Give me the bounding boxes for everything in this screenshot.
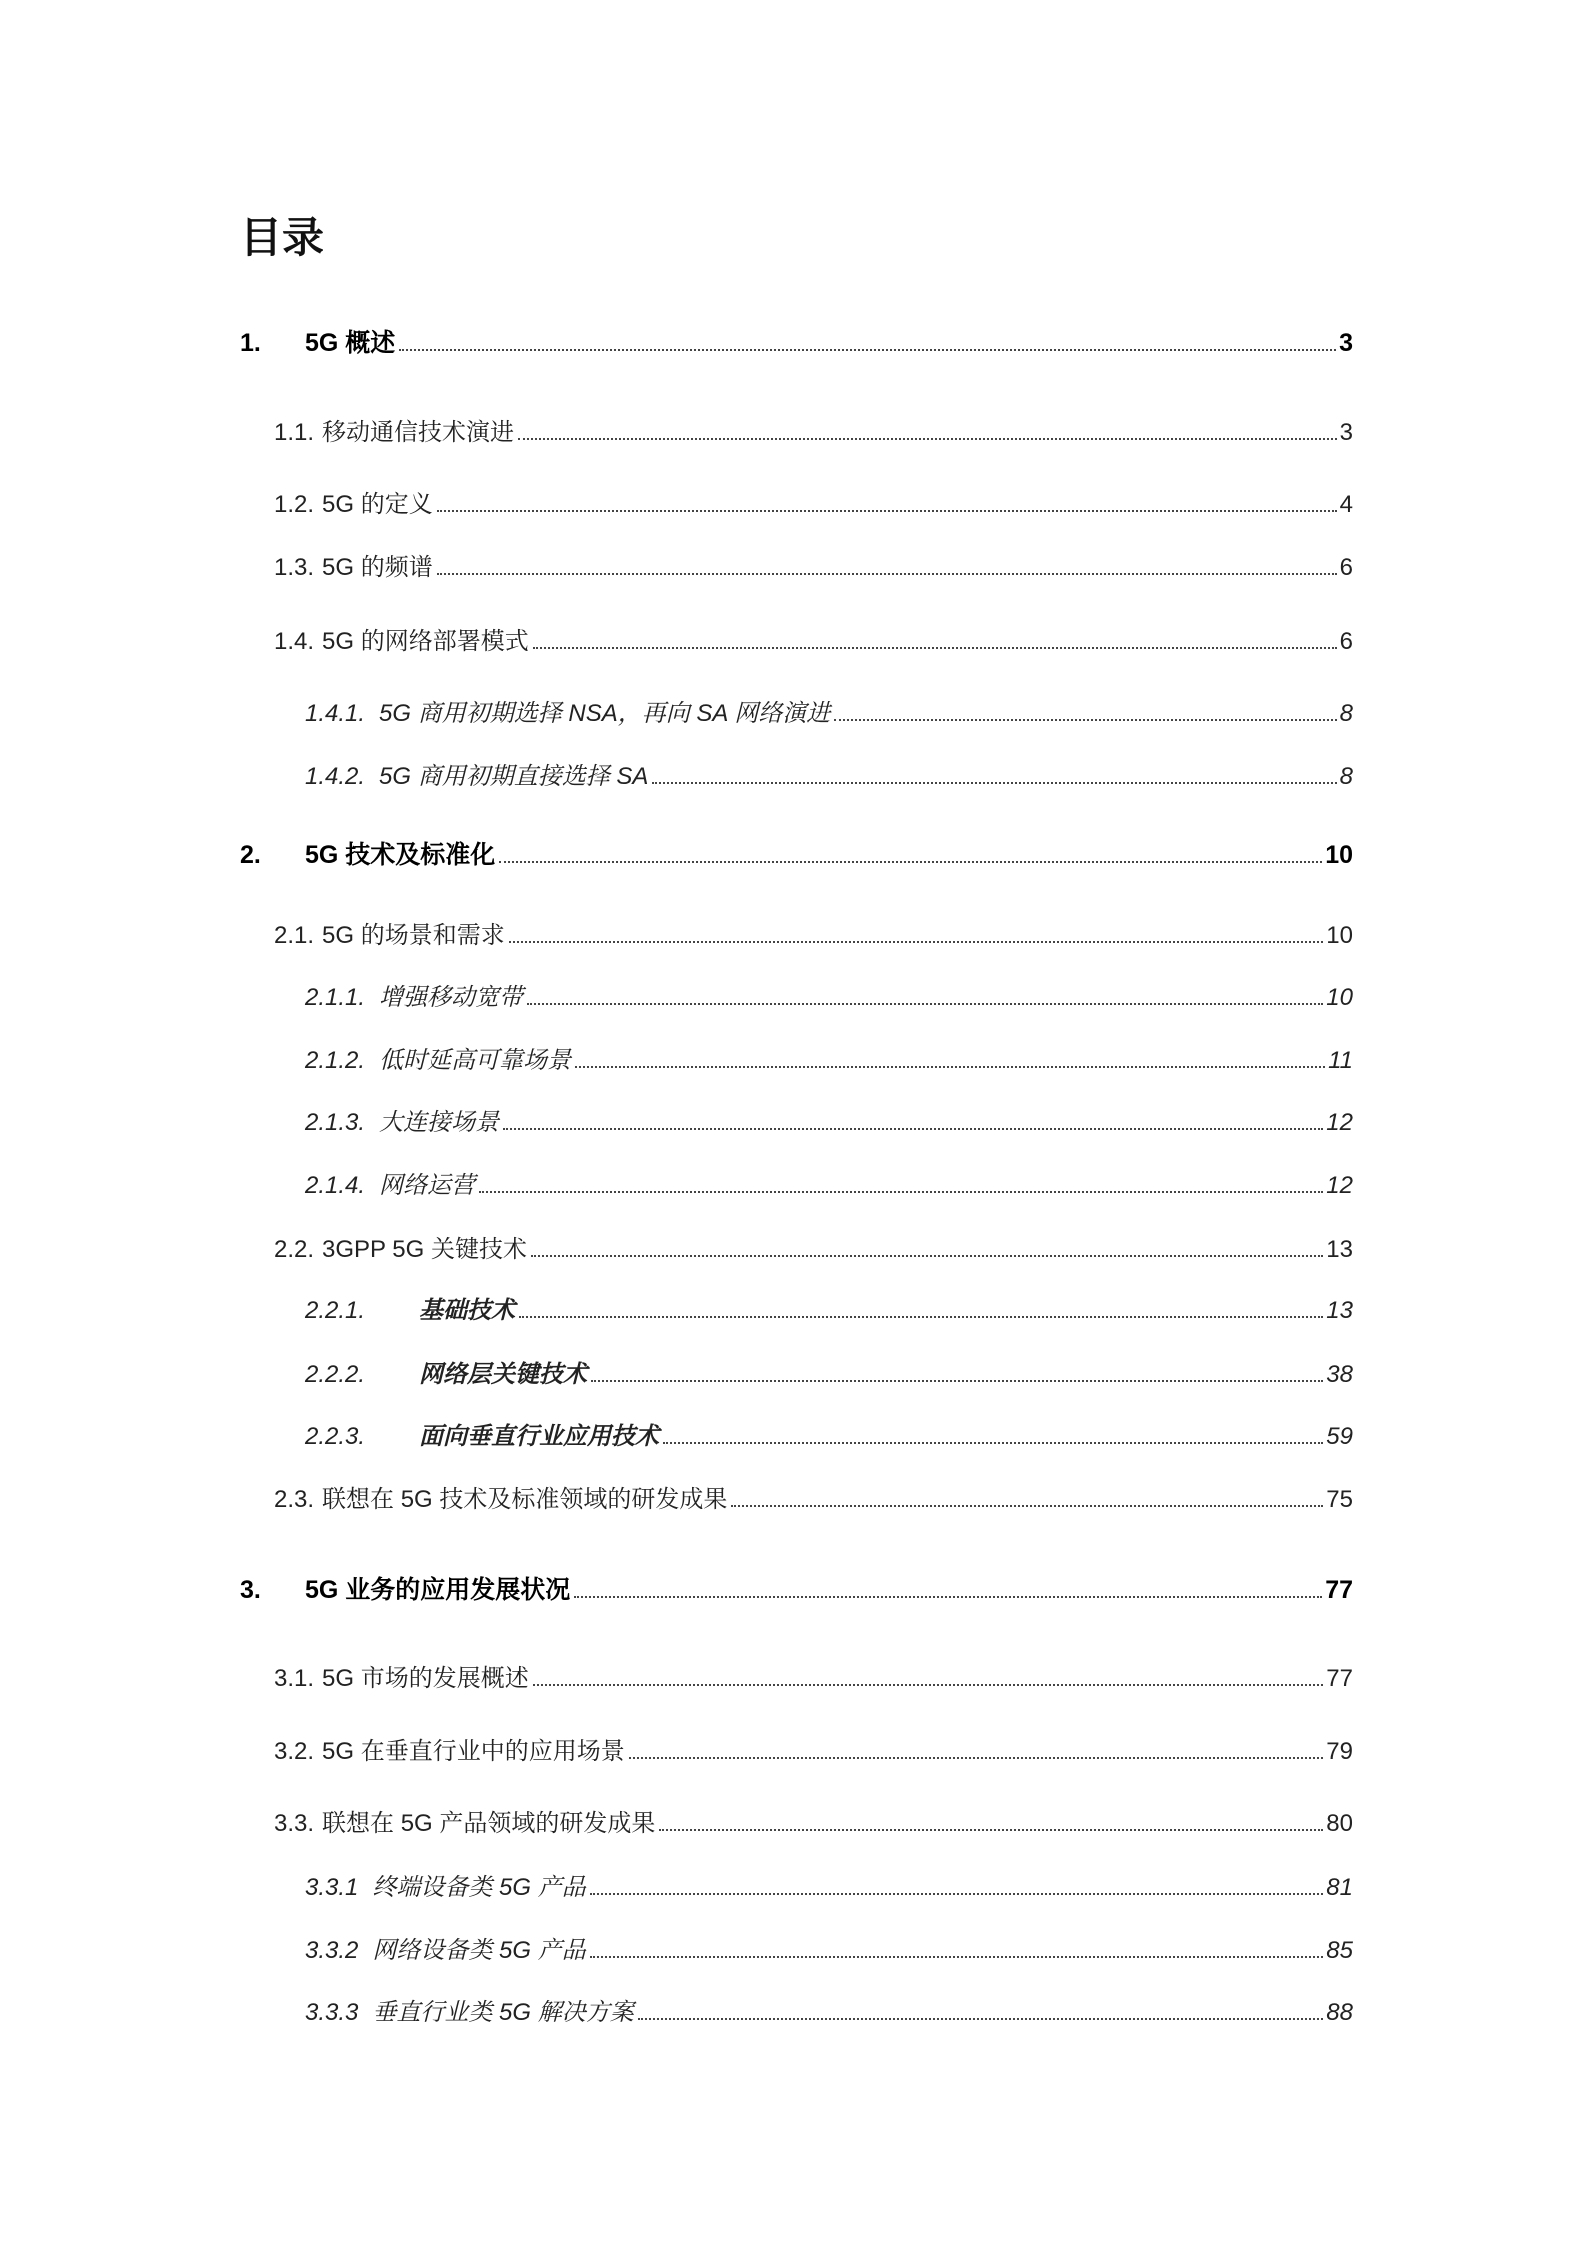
toc-entry-title: 5G 商用初期直接选择 SA — [379, 763, 649, 790]
toc-entry[interactable] — [305, 1102, 1353, 1137]
toc-entry-number: 1.4. — [274, 628, 315, 655]
toc-entry-number: 2.1.4. — [305, 1172, 366, 1199]
toc-entry-number: 3. — [240, 1576, 261, 1604]
toc-entry[interactable] — [305, 1930, 1353, 1965]
toc-entry-title: 5G 的频谱 — [322, 554, 433, 581]
toc-entry[interactable] — [240, 835, 1353, 871]
dot-leader — [659, 1829, 1323, 1831]
toc-entry-title: 移动通信技术演进 — [322, 419, 515, 446]
toc-entry-number: 2.3. — [274, 1486, 315, 1513]
toc-entry-page: 12 — [1326, 1172, 1353, 1199]
toc-entry-number: 2.1.2. — [305, 1047, 366, 1074]
toc-entry-number: 3.3.3 — [305, 1999, 359, 2026]
toc-entry-number: 2.2.2. — [305, 1361, 366, 1388]
toc-entry[interactable] — [305, 1992, 1353, 2027]
toc-entry-page: 80 — [1326, 1810, 1353, 1837]
toc-entry[interactable] — [305, 977, 1353, 1012]
dot-leader — [663, 1442, 1323, 1444]
toc-entry[interactable] — [274, 1229, 1353, 1264]
toc-entry-title: 5G 市场的发展概述 — [322, 1665, 529, 1692]
toc-entry-page: 75 — [1326, 1486, 1353, 1513]
toc-entry[interactable] — [274, 1479, 1353, 1514]
toc-entry-number: 2.2. — [274, 1236, 315, 1263]
toc-entry-page: 11 — [1328, 1047, 1353, 1074]
toc-entry-page: 3 — [1339, 419, 1353, 446]
toc-entry-page: 12 — [1326, 1109, 1353, 1136]
toc-entry-title: 5G 概述 — [305, 329, 396, 357]
toc-entry-number: 1.2. — [274, 491, 315, 518]
dot-leader — [834, 719, 1336, 721]
toc-entry[interactable] — [274, 412, 1353, 447]
toc-entry-title: 面向垂直行业应用技术 — [419, 1423, 659, 1450]
toc-entry-page: 4 — [1339, 491, 1353, 518]
toc-entry-number: 2.1.3. — [305, 1109, 366, 1136]
toc-entry-title: 5G 的定义 — [322, 491, 433, 518]
dot-leader — [399, 349, 1336, 351]
dot-leader — [499, 861, 1322, 863]
toc-entry-number: 1.1. — [274, 419, 315, 446]
toc-entry-page: 59 — [1326, 1423, 1353, 1450]
dot-leader — [575, 1066, 1325, 1068]
dot-leader — [437, 573, 1337, 575]
toc-entry[interactable] — [305, 1354, 1353, 1389]
toc-entry-number: 1. — [240, 329, 261, 357]
toc-entry-title: 大连接场景 — [379, 1109, 500, 1136]
toc-entry-title: 5G 业务的应用发展状况 — [305, 1576, 571, 1604]
toc-entry-page: 81 — [1326, 1874, 1353, 1901]
toc-entry-page: 6 — [1339, 628, 1353, 655]
toc-entry-number: 3.3.1 — [305, 1874, 359, 1901]
toc-entry-title: 3GPP 5G 关键技术 — [322, 1236, 527, 1263]
toc-entry-title: 网络设备类 5G 产品 — [372, 1937, 586, 1964]
dot-leader — [652, 782, 1336, 784]
toc-entry-title: 网络运营 — [379, 1172, 476, 1199]
toc-entry-page: 13 — [1326, 1236, 1353, 1263]
toc-entry-title: 增强移动宽带 — [379, 984, 524, 1011]
toc-entry[interactable] — [305, 1867, 1353, 1902]
dot-leader — [531, 1255, 1323, 1257]
toc-entry-title: 5G 的网络部署模式 — [322, 628, 529, 655]
toc-entry[interactable] — [305, 756, 1353, 791]
dot-leader — [590, 1893, 1324, 1895]
dot-leader — [479, 1191, 1323, 1193]
toc-entry-page: 8 — [1339, 700, 1353, 727]
toc-entry-page: 77 — [1326, 1665, 1353, 1692]
dot-leader — [590, 1956, 1324, 1958]
toc-entry-title: 联想在 5G 技术及标准领域的研发成果 — [322, 1486, 728, 1513]
toc-entry-page: 77 — [1325, 1576, 1353, 1604]
toc-entry-title: 5G 在垂直行业中的应用场景 — [322, 1738, 625, 1765]
toc-entry-number: 1.4.2. — [305, 763, 366, 790]
toc-entry-number: 1.4.1. — [305, 700, 366, 727]
toc-entry-number: 3.2. — [274, 1738, 315, 1765]
dot-leader — [527, 1003, 1323, 1005]
toc-entry[interactable] — [305, 1040, 1353, 1075]
toc-entry[interactable] — [274, 1803, 1353, 1838]
toc-entry-title: 基础技术 — [419, 1297, 515, 1324]
toc-entry[interactable] — [240, 1570, 1353, 1606]
toc-entry-page: 3 — [1339, 329, 1353, 357]
dot-leader — [638, 2018, 1324, 2020]
toc-entry[interactable] — [274, 621, 1353, 656]
toc-entry[interactable] — [240, 323, 1353, 359]
toc-entry-page: 8 — [1339, 763, 1353, 790]
dot-leader — [509, 941, 1324, 943]
toc-entry[interactable] — [305, 693, 1353, 728]
dot-leader — [591, 1380, 1323, 1382]
toc-entry-page: 79 — [1326, 1738, 1353, 1765]
toc-entry-number: 3.3.2 — [305, 1937, 359, 1964]
dot-leader — [533, 1684, 1324, 1686]
dot-leader — [437, 510, 1337, 512]
toc-entry-page: 10 — [1326, 984, 1353, 1011]
dot-leader — [519, 1316, 1323, 1318]
toc-entry-title: 5G 技术及标准化 — [305, 841, 496, 869]
toc-entry-page: 6 — [1339, 554, 1353, 581]
toc-entry-number: 3.1. — [274, 1665, 315, 1692]
toc-entry-page: 38 — [1326, 1361, 1353, 1388]
toc-entry-title: 终端设备类 5G 产品 — [372, 1874, 586, 1901]
toc-entry-number: 3.3. — [274, 1810, 315, 1837]
toc-entry[interactable] — [305, 1416, 1353, 1451]
toc-entry[interactable] — [274, 1731, 1353, 1766]
toc-entry[interactable] — [274, 484, 1353, 519]
toc-entry-number: 2.1. — [274, 922, 315, 949]
dot-leader — [518, 438, 1337, 440]
toc-entry-title: 5G 商用初期选择 NSA，再向 SA 网络演进 — [379, 700, 831, 727]
dot-leader — [731, 1505, 1323, 1507]
toc-entry-page: 10 — [1326, 922, 1353, 949]
toc-entry-number: 2.2.3. — [305, 1423, 366, 1450]
toc-entry[interactable] — [305, 1165, 1353, 1200]
toc-entry[interactable] — [274, 1658, 1353, 1693]
toc-entry-number: 1.3. — [274, 554, 315, 581]
toc-entry[interactable] — [274, 547, 1353, 582]
toc-entry-title: 垂直行业类 5G 解决方案 — [372, 1999, 634, 2026]
toc-entry-title: 低时延高可靠场景 — [379, 1047, 572, 1074]
dot-leader — [629, 1757, 1324, 1759]
toc-entry-title: 5G 的场景和需求 — [322, 922, 505, 949]
toc-entry-page: 88 — [1326, 1999, 1353, 2026]
dot-leader — [533, 647, 1337, 649]
toc-entry-title: 联想在 5G 产品领域的研发成果 — [322, 1810, 656, 1837]
toc-entry-page: 13 — [1326, 1297, 1353, 1324]
dot-leader — [503, 1128, 1323, 1130]
toc-entry-page: 85 — [1326, 1937, 1353, 1964]
toc-entry-number: 2. — [240, 841, 261, 869]
toc-entry-title: 网络层关键技术 — [419, 1361, 587, 1388]
toc-entry[interactable] — [274, 915, 1353, 950]
dot-leader — [574, 1596, 1322, 1598]
toc-entry-number: 2.2.1. — [305, 1297, 366, 1324]
toc-entry-number: 2.1.1. — [305, 984, 366, 1011]
toc-entry[interactable] — [305, 1290, 1353, 1325]
toc-title: 目录 — [240, 214, 325, 261]
toc-entry-page: 10 — [1325, 841, 1353, 869]
